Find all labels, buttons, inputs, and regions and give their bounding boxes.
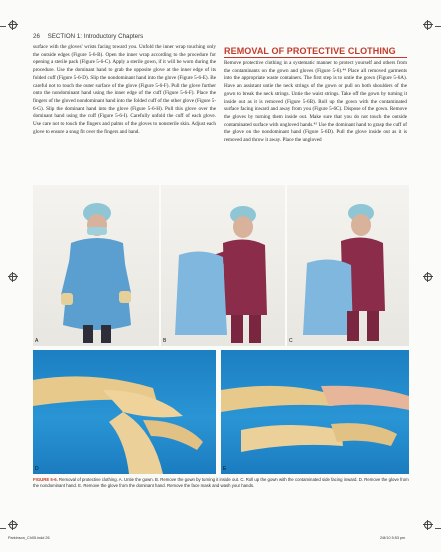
gown-removal-illustration <box>161 185 285 346</box>
heading-rule <box>224 57 407 58</box>
file-slug: Parkinson_Ch05.indd 26 <box>8 536 50 540</box>
figure-caption-label: FIGURE 5-6. <box>33 477 58 482</box>
crop-mark <box>0 26 6 27</box>
crop-mark <box>435 528 441 529</box>
figure-a-label: A <box>35 338 39 344</box>
person-in-gown-illustration <box>33 185 159 346</box>
registration-mark-mid-right <box>423 272 433 282</box>
section-title: SECTION 1: Introductory Chapters <box>47 33 144 40</box>
gloved-hands-illustration <box>33 350 216 474</box>
registration-mark-top-right <box>423 20 433 30</box>
figure-a-photo <box>33 185 159 346</box>
crop-mark <box>0 528 6 529</box>
running-head <box>33 33 143 40</box>
glove-removal-illustration <box>221 350 409 474</box>
section-heading: REMOVAL OF PROTECTIVE CLOTHING <box>224 46 396 56</box>
figure-c-label: C <box>289 338 293 344</box>
registration-mark-mid-left <box>8 272 18 282</box>
figure-e-photo <box>221 350 409 474</box>
figure-caption <box>33 477 409 489</box>
registration-mark-bottom-left <box>8 520 18 530</box>
registration-mark-top-left <box>8 20 18 30</box>
crop-mark <box>435 26 441 27</box>
registration-mark-bottom-right <box>423 520 433 530</box>
figure-d-label: D <box>35 466 39 472</box>
page-number: 26 <box>33 33 40 40</box>
figure-c-photo <box>287 185 409 346</box>
right-column-text: Remove protective clothing in a systematic manner to protect yourself and others from the contaminants on the gown and gloves (Figure 5-6).⁴⁴ Place all removed garments into the appropriate waste containers. The first step is to untie the gown (Figure 5-6A). Have an assistant untie the neck strings of the gown or pull on both shoulders of the gown to break the neck strings. Untie the waist strings. Take off the gown by turning it inside out as it is removed (Figure 5-6B). Roll up the gown with the contaminated surface facing inward and away from you (Figure 5-6C). Dispose of the gown. Remove the gloves by turning them inside out. Make sure that you do not touch the outside contaminated surface with ungloved hands.⁴⁵ Use the dominant hand to grasp the cuff of the glove on the nondominant hand (Figure 5-6D). Pull the glove inside out as it is removed and throw it away. Place the ungloved <box>224 60 407 144</box>
figure-b-photo <box>161 185 285 346</box>
figure-e-label: E <box>223 466 227 472</box>
figure-b-label: B <box>163 338 167 344</box>
gown-rolling-illustration <box>287 185 409 346</box>
left-column-text: surface with the gloves' wrists facing toward you. Unfold the inner wrap touching only the outside edges (Figure 5-6-B). Open the inner wrap according to the procedure for opening a sterile pack (Figure 5-6-C). Apply a sterile gown, if it will be worn during the procedure. Use the dominant hand to grab the opposite glove at the inner edge of its folded cuff (Figure 5-6-D). Slip the nondominant hand into the glove (Figure 5-6-E). Be careful not to touch the outer surface of the glove (Figure 5-6-F). Pull the glove further onto the nondominant hand using the inner edge of the cuff (Figure 5-6-F). Place the fingers of the gloved nondominant hand into the folded cuff of the other glove (Figure 5-6-G). Slip the dominant hand into the glove (Figure 5-6-H). Pull this glove over the dominant hand using the cuff (Figure 5-6-I). Carefully unfold the cuff of each glove. Use care not to touch the fingers and palms of the gloves to nonsterile skin. Adjust each glove to ensure a snug fit over the fingers and hand. <box>33 44 216 135</box>
figure-d-photo <box>33 350 216 474</box>
figure-caption-text: Removal of protective clothing. A. Untie the gown. B. Remove the gown by turning it inside out. C. Roll up the gown with the contaminated side facing inward. D. Remove the glove from the nondominant hand. E. Remove the glove from the dominant hand. Remove the face mask and wash your hands. <box>33 477 409 489</box>
timestamp-slug: 2/8/10 5:53 pm <box>380 536 406 540</box>
